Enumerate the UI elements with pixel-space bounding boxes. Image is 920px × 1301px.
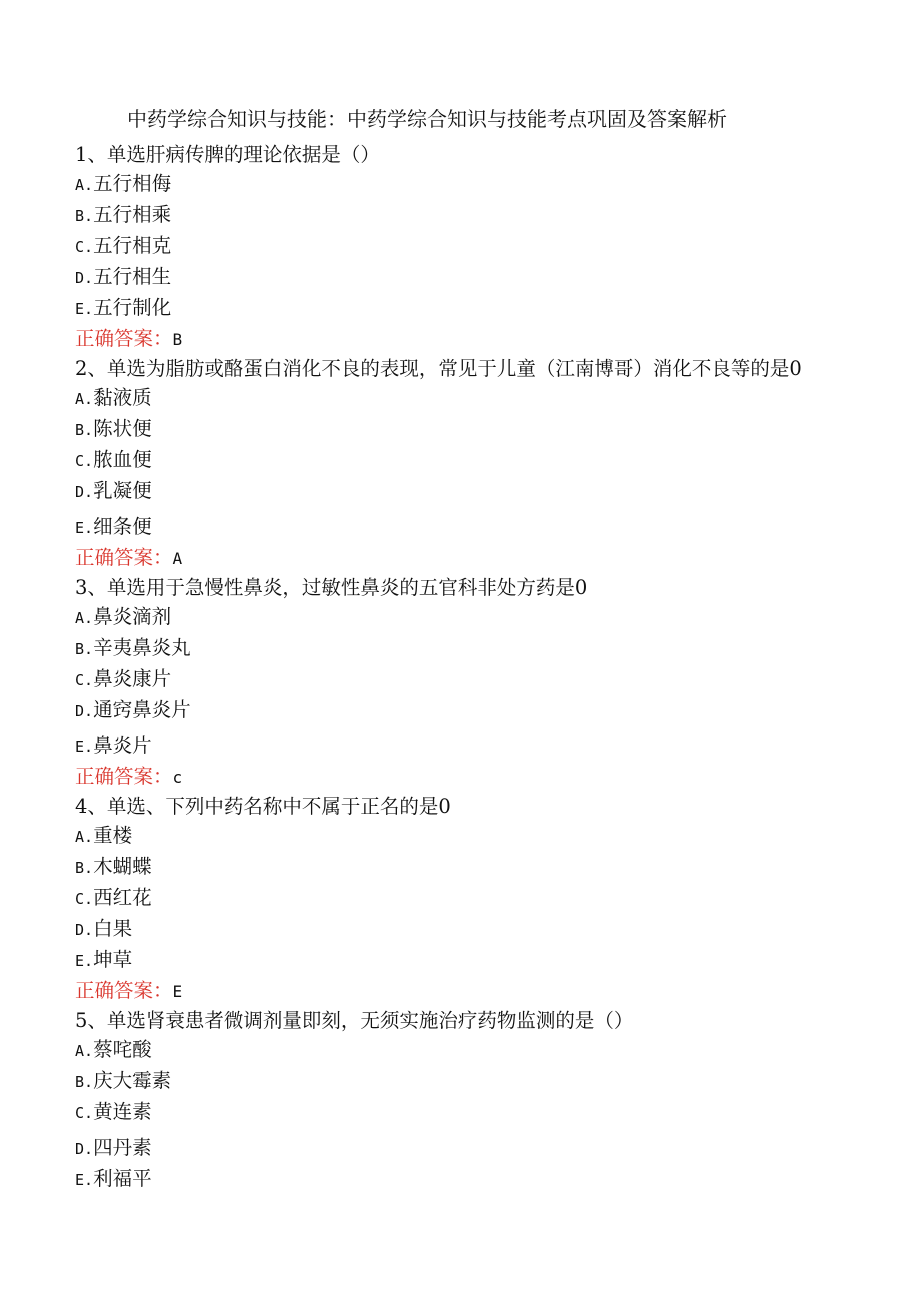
answer-value: B	[172, 330, 183, 349]
answer-value: c	[172, 768, 183, 787]
option-d: D.通窍鼻炎片	[75, 698, 191, 721]
option-e: E.坤草	[75, 948, 133, 971]
option-d: D.五行相生	[75, 265, 172, 288]
option-b: B.辛夷鼻炎丸	[75, 636, 191, 659]
question-1	[75, 140, 840, 354]
option-e: E.细条便	[75, 515, 152, 538]
question-stem: 5、单选肾衰患者微调剂量即刻，无须实施治疗药物监测的是（）	[75, 1009, 634, 1032]
correct-answer	[75, 543, 840, 573]
correct-answer	[75, 976, 840, 1006]
option-b: B.陈状便	[75, 417, 152, 440]
question-stem: 3、单选用于急慢性鼻炎，过敏性鼻炎的五官科非处方药是0	[75, 576, 588, 599]
option-d: D.四丹素	[75, 1136, 152, 1159]
option-a: A.鼻炎滴剂	[75, 605, 172, 628]
option-a: A.蔡咤酸	[75, 1038, 152, 1061]
option-b: B.五行相乘	[75, 203, 172, 226]
document-title: 中药学综合知识与技能：中药学综合知识与技能考点巩固及答案解析	[127, 107, 727, 131]
option-c: C.黄连素	[75, 1100, 152, 1123]
answer-value: E	[172, 982, 183, 1001]
correct-answer	[75, 762, 840, 792]
option-c: C.鼻炎康片	[75, 667, 172, 690]
option-e: E.五行制化	[75, 296, 172, 319]
option-e: E.利福平	[75, 1167, 152, 1190]
answer-label: 正确答案：	[75, 546, 173, 569]
question-stem: 2、单选为脂肪或酪蛋白消化不良的表现，常见于儿童（江南博哥）消化不良等的是0	[75, 357, 802, 380]
option-a: A.五行相侮	[75, 172, 172, 195]
option-e: E.鼻炎片	[75, 734, 152, 757]
question-5	[75, 1006, 840, 1195]
answer-value: A	[172, 549, 183, 568]
question-stem: 4、单选、下列中药名称中不属于正名的是0	[75, 795, 451, 818]
answer-label: 正确答案：	[75, 979, 173, 1002]
answer-label: 正确答案：	[75, 765, 173, 788]
option-c: C.脓血便	[75, 448, 152, 471]
option-c: C.五行相克	[75, 234, 172, 257]
question-4	[75, 792, 840, 1006]
question-3	[75, 573, 840, 792]
option-b: B.庆大霉素	[75, 1069, 172, 1092]
option-d: D.白果	[75, 917, 133, 940]
option-a: A.重楼	[75, 824, 133, 847]
answer-label: 正确答案：	[75, 327, 173, 350]
option-b: B.木蝴蝶	[75, 855, 152, 878]
question-2	[75, 354, 840, 573]
option-c: C.西红花	[75, 886, 152, 909]
option-d: D.乳凝便	[75, 479, 152, 502]
correct-answer	[75, 324, 840, 354]
question-stem: 1、单选肝病传脾的理论依据是（）	[75, 143, 380, 166]
option-a: A.黏液质	[75, 386, 152, 409]
